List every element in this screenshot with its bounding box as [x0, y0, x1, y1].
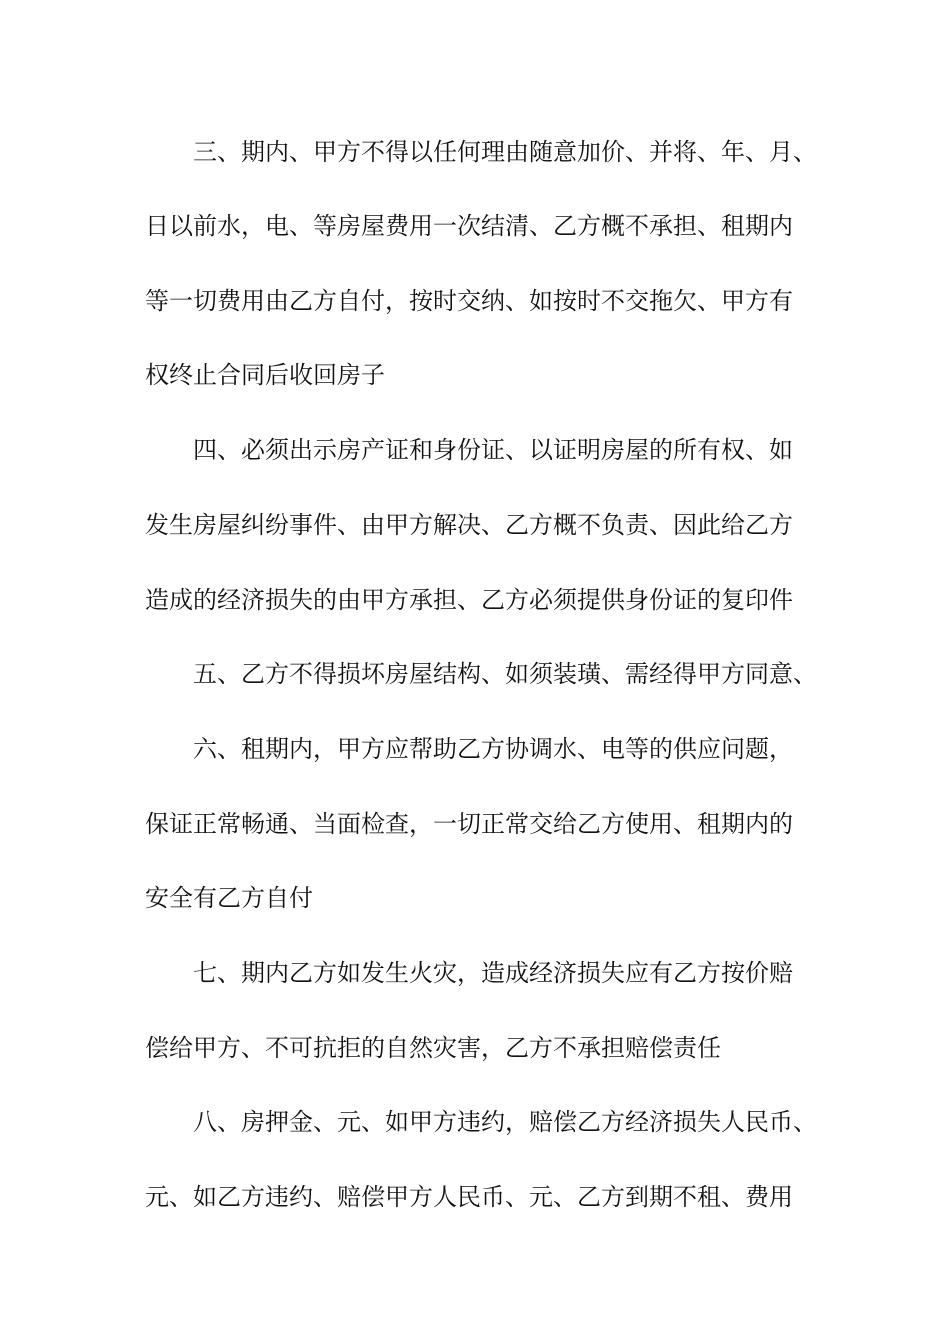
clause-6-line-2: 保证正常畅通、当面检查，一切正常交给乙方使用、租期内的	[145, 810, 793, 838]
clause-8-line-2: 元、如乙方违约、赔偿甲方人民币、元、乙方到期不租、费用	[145, 1183, 793, 1211]
clause-4-line-1: 四、必须出示房产证和身份证、以证明房屋的所有权、如	[193, 436, 793, 464]
clause-4-line-2: 发生房屋纠纷事件、由甲方解决、乙方概不负责、因此给乙方	[145, 511, 793, 539]
clause-7-line-1: 七、期内乙方如发生火灾，造成经济损失应有乙方按价赔	[193, 959, 793, 987]
clause-7-line-2: 偿给甲方、不可抗拒的自然灾害，乙方不承担赔偿责任	[145, 1034, 721, 1062]
clause-3-line-3: 等一切费用由乙方自付，按时交纳、如按时不交拖欠、甲方有	[145, 287, 793, 315]
clause-3-line-1: 三、期内、甲方不得以任何理由随意加价、并将、年、月、	[193, 138, 817, 166]
clause-6-line-3: 安全有乙方自付	[145, 884, 313, 912]
clause-6-line-1: 六、租期内，甲方应帮助乙方协调水、电等的供应问题，	[193, 735, 793, 763]
clause-8-line-1: 八、房押金、元、如甲方违约，赔偿乙方经济损失人民币、	[193, 1108, 817, 1136]
clause-3-line-4: 权终止合同后收回房子	[145, 361, 385, 389]
clause-3-line-2: 日以前水，电、等房屋费用一次结清、乙方概不承担、租期内	[145, 212, 793, 240]
clause-5-line-1: 五、乙方不得损坏房屋结构、如须装璜、需经得甲方同意、	[193, 660, 817, 688]
clause-4-line-3: 造成的经济损失的由甲方承担、乙方必须提供身份证的复印件	[145, 586, 793, 614]
